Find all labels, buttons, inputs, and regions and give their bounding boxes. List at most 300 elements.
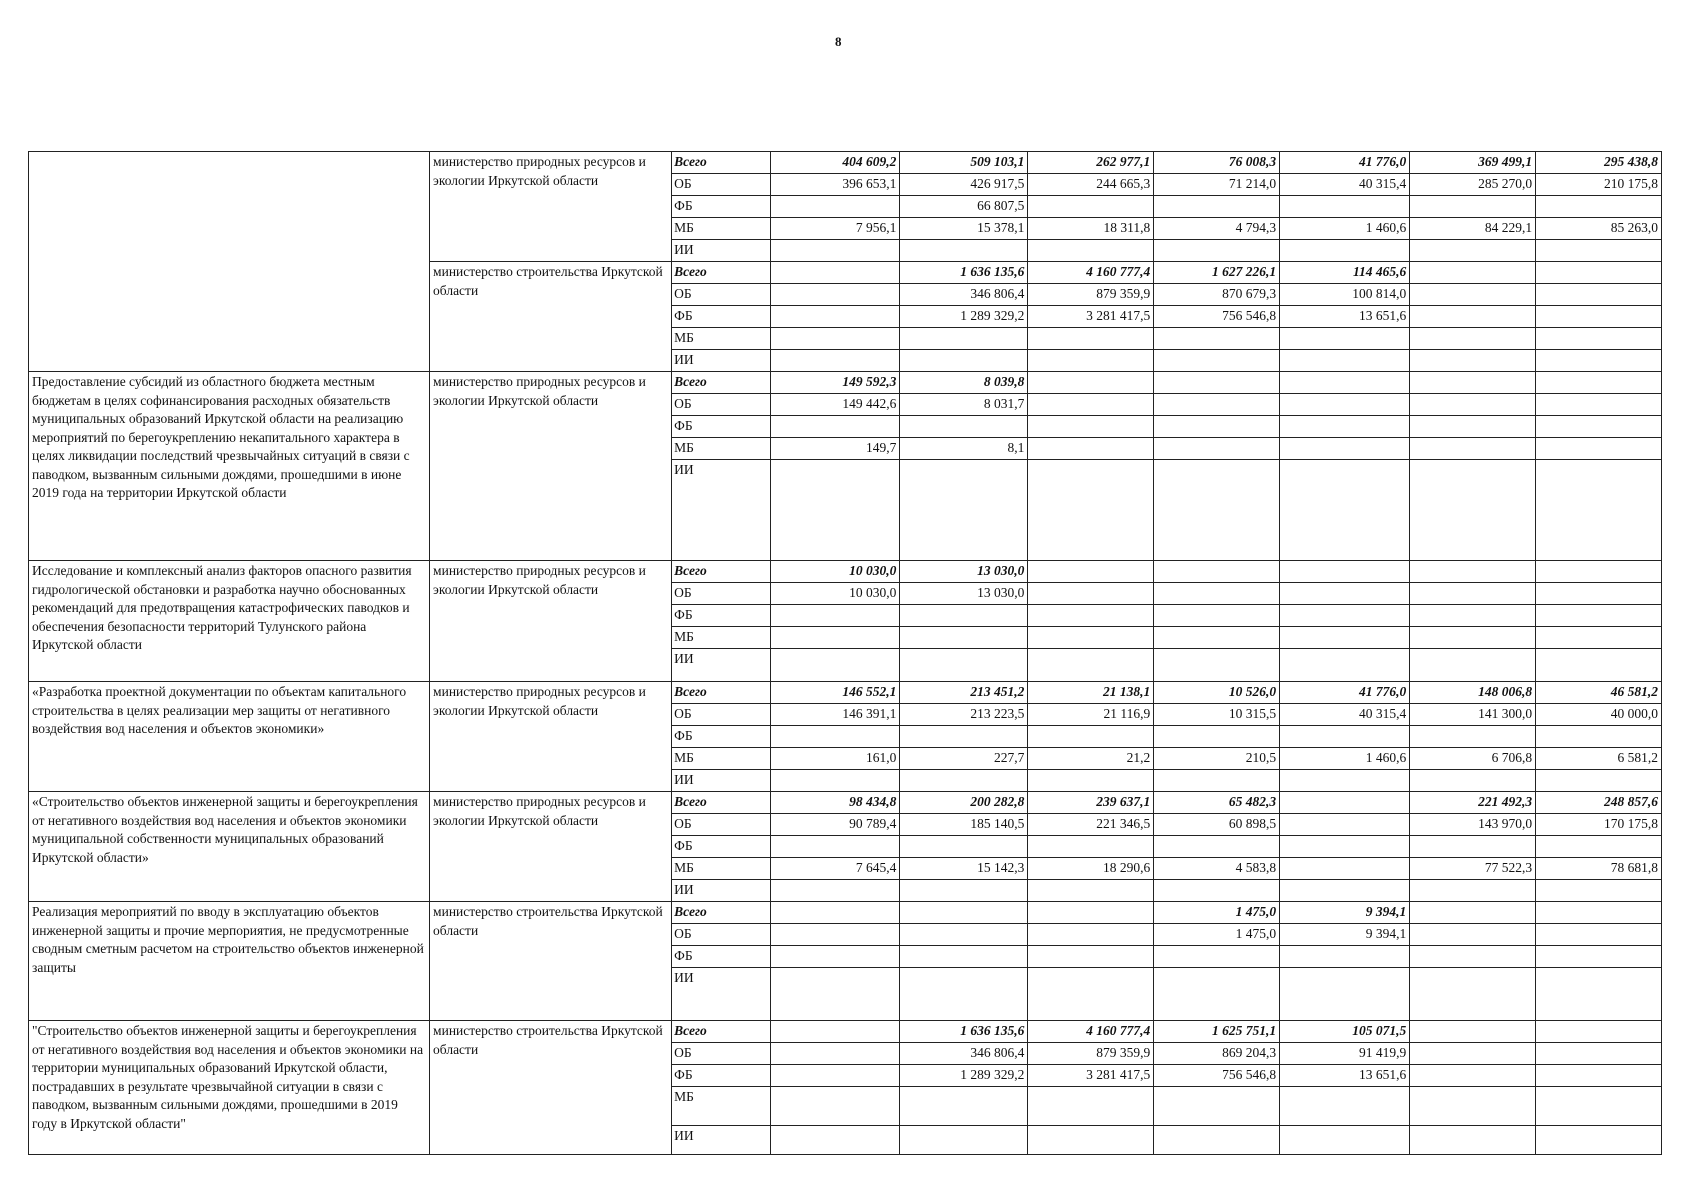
amount-cell: 227,7 <box>900 748 1028 770</box>
amount-cell <box>1536 1021 1662 1043</box>
activity-name: Реализация мероприятий по вводу в эксплуатацию объектов инженерной защиты и прочие мерпориятия, не предусмотренные сводным сметным расчетом на строительство объектов инженерной защиты <box>29 902 430 1021</box>
amount-cell <box>1028 726 1154 748</box>
funding-source: ОБ <box>672 814 771 836</box>
amount-cell <box>1280 561 1410 583</box>
amount-cell <box>1410 1043 1536 1065</box>
amount-cell <box>771 726 900 748</box>
amount-cell <box>900 836 1028 858</box>
table-row <box>29 561 1662 583</box>
funding-source: ФБ <box>672 836 771 858</box>
amount-cell <box>900 350 1028 372</box>
amount-cell: 114 465,6 <box>1280 262 1410 284</box>
funding-source: МБ <box>672 328 771 350</box>
amount-cell: 105 071,5 <box>1280 1021 1410 1043</box>
amount-cell <box>1536 394 1662 416</box>
amount-cell <box>771 968 900 1021</box>
amount-cell <box>1410 924 1536 946</box>
amount-cell <box>1410 394 1536 416</box>
amount-cell <box>900 902 1028 924</box>
amount-cell <box>1410 196 1536 218</box>
amount-cell <box>1280 196 1410 218</box>
amount-cell: 149 592,3 <box>771 372 900 394</box>
amount-cell <box>1028 968 1154 1021</box>
amount-cell <box>1410 306 1536 328</box>
amount-cell <box>1410 284 1536 306</box>
amount-cell: 756 546,8 <box>1154 1065 1280 1087</box>
amount-cell: 78 681,8 <box>1536 858 1662 880</box>
funding-source: Всего <box>672 372 771 394</box>
amount-cell <box>1154 196 1280 218</box>
funding-source: ИИ <box>672 880 771 902</box>
amount-cell <box>1154 836 1280 858</box>
amount-cell <box>1536 438 1662 460</box>
amount-cell <box>1154 1087 1280 1126</box>
funding-source: МБ <box>672 1087 771 1126</box>
amount-cell <box>1536 902 1662 924</box>
funding-source: МБ <box>672 748 771 770</box>
amount-cell <box>900 726 1028 748</box>
amount-cell <box>1536 1065 1662 1087</box>
amount-cell <box>1536 372 1662 394</box>
amount-cell: 21 116,9 <box>1028 704 1154 726</box>
amount-cell: 1 636 135,6 <box>900 1021 1028 1043</box>
amount-cell: 10 315,5 <box>1154 704 1280 726</box>
amount-cell: 295 438,8 <box>1536 152 1662 174</box>
amount-cell <box>1536 240 1662 262</box>
amount-cell: 1 625 751,1 <box>1154 1021 1280 1043</box>
funding-source: Всего <box>672 792 771 814</box>
amount-cell: 1 460,6 <box>1280 218 1410 240</box>
amount-cell: 7 645,4 <box>771 858 900 880</box>
amount-cell <box>1154 605 1280 627</box>
amount-cell: 143 970,0 <box>1410 814 1536 836</box>
amount-cell <box>1280 814 1410 836</box>
amount-cell: 9 394,1 <box>1280 924 1410 946</box>
amount-cell: 3 281 417,5 <box>1028 306 1154 328</box>
amount-cell <box>1536 284 1662 306</box>
amount-cell <box>1154 649 1280 682</box>
amount-cell <box>771 836 900 858</box>
amount-cell: 1 460,6 <box>1280 748 1410 770</box>
amount-cell: 404 609,2 <box>771 152 900 174</box>
amount-cell: 4 160 777,4 <box>1028 1021 1154 1043</box>
funding-source: ФБ <box>672 605 771 627</box>
amount-cell: 98 434,8 <box>771 792 900 814</box>
responsible-executor: министерство природных ресурсов и экологии Иркутской области <box>430 561 672 682</box>
amount-cell <box>1028 350 1154 372</box>
amount-cell <box>1028 770 1154 792</box>
amount-cell <box>1028 1126 1154 1155</box>
amount-cell <box>1536 196 1662 218</box>
amount-cell <box>1536 770 1662 792</box>
funding-source: МБ <box>672 627 771 649</box>
amount-cell <box>1154 968 1280 1021</box>
amount-cell <box>771 1043 900 1065</box>
responsible-executor: министерство природных ресурсов и экологии Иркутской области <box>430 372 672 561</box>
amount-cell <box>771 1126 900 1155</box>
amount-cell: 756 546,8 <box>1154 306 1280 328</box>
amount-cell: 13 030,0 <box>900 561 1028 583</box>
amount-cell <box>1280 946 1410 968</box>
amount-cell <box>1410 583 1536 605</box>
funding-source: Всего <box>672 262 771 284</box>
amount-cell: 210,5 <box>1154 748 1280 770</box>
amount-cell: 84 229,1 <box>1410 218 1536 240</box>
amount-cell <box>1536 946 1662 968</box>
amount-cell <box>1028 1087 1154 1126</box>
amount-cell <box>1028 605 1154 627</box>
amount-cell <box>1028 880 1154 902</box>
amount-cell: 870 679,3 <box>1154 284 1280 306</box>
responsible-executor: министерство строительства Иркутской области <box>430 1021 672 1155</box>
amount-cell: 262 977,1 <box>1028 152 1154 174</box>
amount-cell <box>1280 605 1410 627</box>
amount-cell <box>1280 372 1410 394</box>
amount-cell <box>1536 561 1662 583</box>
table-row <box>29 792 1662 814</box>
amount-cell <box>900 240 1028 262</box>
amount-cell: 40 315,4 <box>1280 704 1410 726</box>
amount-cell <box>1410 770 1536 792</box>
amount-cell <box>1536 583 1662 605</box>
amount-cell: 100 814,0 <box>1280 284 1410 306</box>
amount-cell: 869 204,3 <box>1154 1043 1280 1065</box>
funding-source: ИИ <box>672 968 771 1021</box>
amount-cell <box>1280 792 1410 814</box>
amount-cell: 66 807,5 <box>900 196 1028 218</box>
funding-source: ОБ <box>672 394 771 416</box>
amount-cell: 85 263,0 <box>1536 218 1662 240</box>
activity-name: «Строительство объектов инженерной защиты и берегоукрепления от негативного воздействия вод населения и объектов экономики муниципальной собственности муниципальных образований Иркутской области» <box>29 792 430 902</box>
amount-cell: 239 637,1 <box>1028 792 1154 814</box>
responsible-executor: министерство природных ресурсов и экологии Иркутской области <box>430 682 672 792</box>
amount-cell: 10 030,0 <box>771 561 900 583</box>
amount-cell: 213 451,2 <box>900 682 1028 704</box>
amount-cell <box>900 924 1028 946</box>
amount-cell: 8 039,8 <box>900 372 1028 394</box>
amount-cell <box>900 649 1028 682</box>
responsible-executor: министерство природных ресурсов и экологии Иркутской области <box>430 792 672 902</box>
amount-cell: 346 806,4 <box>900 1043 1028 1065</box>
funding-source: МБ <box>672 858 771 880</box>
amount-cell: 76 008,3 <box>1154 152 1280 174</box>
funding-source: Всего <box>672 1021 771 1043</box>
amount-cell <box>1410 1021 1536 1043</box>
amount-cell: 21 138,1 <box>1028 682 1154 704</box>
amount-cell <box>1536 649 1662 682</box>
amount-cell <box>1154 770 1280 792</box>
amount-cell <box>1028 583 1154 605</box>
amount-cell <box>1410 627 1536 649</box>
amount-cell <box>1410 605 1536 627</box>
amount-cell <box>771 770 900 792</box>
funding-source: ОБ <box>672 1043 771 1065</box>
amount-cell: 40 315,4 <box>1280 174 1410 196</box>
amount-cell <box>1410 726 1536 748</box>
amount-cell <box>1154 350 1280 372</box>
funding-source: Всего <box>672 682 771 704</box>
amount-cell <box>771 1021 900 1043</box>
amount-cell <box>1028 196 1154 218</box>
amount-cell <box>900 770 1028 792</box>
amount-cell <box>1280 627 1410 649</box>
amount-cell: 4 794,3 <box>1154 218 1280 240</box>
amount-cell <box>1410 561 1536 583</box>
amount-cell <box>1280 460 1410 561</box>
funding-source: Всего <box>672 561 771 583</box>
amount-cell <box>1536 605 1662 627</box>
funding-source: ИИ <box>672 770 771 792</box>
amount-cell: 244 665,3 <box>1028 174 1154 196</box>
amount-cell: 13 030,0 <box>900 583 1028 605</box>
amount-cell: 141 300,0 <box>1410 704 1536 726</box>
amount-cell <box>900 460 1028 561</box>
amount-cell <box>900 1087 1028 1126</box>
amount-cell: 879 359,9 <box>1028 1043 1154 1065</box>
amount-cell <box>1280 1126 1410 1155</box>
table-body <box>29 152 1662 1155</box>
amount-cell <box>1410 880 1536 902</box>
amount-cell: 210 175,8 <box>1536 174 1662 196</box>
amount-cell <box>1028 924 1154 946</box>
amount-cell: 146 391,1 <box>771 704 900 726</box>
funding-source: ОБ <box>672 583 771 605</box>
amount-cell <box>1028 627 1154 649</box>
amount-cell <box>900 605 1028 627</box>
responsible-executor: министерство природных ресурсов и экологии Иркутской области <box>430 152 672 262</box>
amount-cell <box>1536 968 1662 1021</box>
amount-cell <box>1154 561 1280 583</box>
amount-cell <box>1280 328 1410 350</box>
amount-cell <box>771 284 900 306</box>
amount-cell: 396 653,1 <box>771 174 900 196</box>
amount-cell <box>1154 240 1280 262</box>
amount-cell <box>1536 350 1662 372</box>
amount-cell <box>1280 1087 1410 1126</box>
activity-name: "Строительство объектов инженерной защиты и берегоукрепления от негативного воздействия вод населения и объектов экономики на территории муниципальных образований Иркутской области, пострадавших в результате чрезвычайной ситуации в связи с паводком, вызванным сильными дождями, прошедшими в 2019 году в Иркутской области" <box>29 1021 430 1155</box>
amount-cell <box>1028 328 1154 350</box>
amount-cell: 41 776,0 <box>1280 682 1410 704</box>
amount-cell <box>771 306 900 328</box>
amount-cell <box>1154 372 1280 394</box>
funding-source: ИИ <box>672 350 771 372</box>
activity-name: «Разработка проектной документации по объектам капитального строительства в целях реализации мер защиты от негативного воздействия вод населения и объектов экономики» <box>29 682 430 792</box>
amount-cell <box>1280 726 1410 748</box>
amount-cell <box>1536 880 1662 902</box>
funding-source: ОБ <box>672 284 771 306</box>
amount-cell <box>1410 1126 1536 1155</box>
amount-cell: 285 270,0 <box>1410 174 1536 196</box>
amount-cell <box>1028 372 1154 394</box>
activity-name: Предоставление субсидий из областного бюджета местным бюджетам в целях софинансирования расходных обязательств муниципальных образований Иркутской области на реализацию мероприятий по берегоукреплению некапитального характера в целях ликвидации последствий чрезвычайных ситуаций в связи с паводком, вызванным сильными дождями, прошедшими в июне 2019 года на территории Иркутской области <box>29 372 430 561</box>
amount-cell: 248 857,6 <box>1536 792 1662 814</box>
amount-cell: 18 311,8 <box>1028 218 1154 240</box>
amount-cell <box>1028 561 1154 583</box>
funding-source: ИИ <box>672 460 771 561</box>
amount-cell <box>771 240 900 262</box>
amount-cell: 65 482,3 <box>1154 792 1280 814</box>
amount-cell: 18 290,6 <box>1028 858 1154 880</box>
table-row <box>29 152 1662 174</box>
amount-cell <box>1280 770 1410 792</box>
amount-cell: 149 442,6 <box>771 394 900 416</box>
amount-cell: 213 223,5 <box>900 704 1028 726</box>
amount-cell <box>1028 394 1154 416</box>
amount-cell <box>1410 968 1536 1021</box>
amount-cell: 77 522,3 <box>1410 858 1536 880</box>
amount-cell <box>900 968 1028 1021</box>
amount-cell: 46 581,2 <box>1536 682 1662 704</box>
amount-cell <box>1154 880 1280 902</box>
amount-cell: 221 346,5 <box>1028 814 1154 836</box>
amount-cell <box>1410 438 1536 460</box>
funding-source: ИИ <box>672 1126 771 1155</box>
funding-source: МБ <box>672 218 771 240</box>
amount-cell <box>1280 416 1410 438</box>
amount-cell <box>1028 460 1154 561</box>
amount-cell: 149,7 <box>771 438 900 460</box>
amount-cell <box>1410 262 1536 284</box>
amount-cell: 13 651,6 <box>1280 1065 1410 1087</box>
amount-cell <box>1410 240 1536 262</box>
funding-source: ИИ <box>672 240 771 262</box>
amount-cell <box>771 350 900 372</box>
amount-cell: 161,0 <box>771 748 900 770</box>
funding-source: ФБ <box>672 1065 771 1087</box>
amount-cell <box>1028 438 1154 460</box>
amount-cell <box>1536 1043 1662 1065</box>
amount-cell <box>1280 858 1410 880</box>
amount-cell <box>771 902 900 924</box>
amount-cell <box>771 460 900 561</box>
amount-cell <box>1028 946 1154 968</box>
amount-cell <box>1028 416 1154 438</box>
amount-cell <box>1028 649 1154 682</box>
amount-cell: 7 956,1 <box>771 218 900 240</box>
amount-cell <box>1154 1126 1280 1155</box>
amount-cell: 346 806,4 <box>900 284 1028 306</box>
amount-cell <box>1280 240 1410 262</box>
amount-cell: 146 552,1 <box>771 682 900 704</box>
amount-cell: 1 289 329,2 <box>900 306 1028 328</box>
funding-source: ФБ <box>672 306 771 328</box>
responsible-executor: министерство строительства Иркутской области <box>430 262 672 372</box>
amount-cell <box>900 416 1028 438</box>
amount-cell: 41 776,0 <box>1280 152 1410 174</box>
amount-cell: 21,2 <box>1028 748 1154 770</box>
amount-cell: 148 006,8 <box>1410 682 1536 704</box>
amount-cell: 3 281 417,5 <box>1028 1065 1154 1087</box>
amount-cell: 6 706,8 <box>1410 748 1536 770</box>
amount-cell <box>1280 649 1410 682</box>
amount-cell <box>1280 880 1410 902</box>
amount-cell <box>1154 583 1280 605</box>
amount-cell: 90 789,4 <box>771 814 900 836</box>
amount-cell <box>1410 836 1536 858</box>
amount-cell <box>771 416 900 438</box>
amount-cell <box>1280 350 1410 372</box>
funding-source: ФБ <box>672 726 771 748</box>
amount-cell: 509 103,1 <box>900 152 1028 174</box>
amount-cell <box>1154 460 1280 561</box>
financing-table <box>28 151 1662 1155</box>
amount-cell <box>1536 1126 1662 1155</box>
amount-cell <box>1028 836 1154 858</box>
amount-cell <box>1280 968 1410 1021</box>
amount-cell <box>771 946 900 968</box>
amount-cell: 200 282,8 <box>900 792 1028 814</box>
amount-cell: 6 581,2 <box>1536 748 1662 770</box>
amount-cell: 1 636 135,6 <box>900 262 1028 284</box>
amount-cell: 221 492,3 <box>1410 792 1536 814</box>
amount-cell: 91 419,9 <box>1280 1043 1410 1065</box>
amount-cell <box>1410 649 1536 682</box>
amount-cell <box>771 328 900 350</box>
amount-cell <box>1028 240 1154 262</box>
amount-cell: 369 499,1 <box>1410 152 1536 174</box>
amount-cell <box>1410 946 1536 968</box>
amount-cell: 879 359,9 <box>1028 284 1154 306</box>
amount-cell <box>1410 416 1536 438</box>
amount-cell <box>771 880 900 902</box>
amount-cell: 4 583,8 <box>1154 858 1280 880</box>
amount-cell <box>1154 946 1280 968</box>
amount-cell <box>1410 350 1536 372</box>
amount-cell: 10 526,0 <box>1154 682 1280 704</box>
funding-source: ОБ <box>672 924 771 946</box>
activity-name <box>29 152 430 372</box>
amount-cell <box>1536 416 1662 438</box>
amount-cell: 1 289 329,2 <box>900 1065 1028 1087</box>
amount-cell <box>771 605 900 627</box>
funding-source: ФБ <box>672 196 771 218</box>
amount-cell: 4 160 777,4 <box>1028 262 1154 284</box>
amount-cell <box>1154 438 1280 460</box>
amount-cell <box>1536 627 1662 649</box>
table-row <box>29 1021 1662 1043</box>
amount-cell: 15 378,1 <box>900 218 1028 240</box>
amount-cell: 60 898,5 <box>1154 814 1280 836</box>
amount-cell <box>1410 460 1536 561</box>
amount-cell <box>771 1065 900 1087</box>
funding-source: Всего <box>672 152 771 174</box>
amount-cell: 13 651,6 <box>1280 306 1410 328</box>
table-row <box>29 902 1662 924</box>
amount-cell: 1 475,0 <box>1154 924 1280 946</box>
amount-cell <box>1280 438 1410 460</box>
amount-cell <box>771 924 900 946</box>
amount-cell: 185 140,5 <box>900 814 1028 836</box>
amount-cell <box>1536 460 1662 561</box>
amount-cell <box>900 946 1028 968</box>
amount-cell: 10 030,0 <box>771 583 900 605</box>
funding-source: ОБ <box>672 704 771 726</box>
amount-cell <box>1536 262 1662 284</box>
amount-cell <box>771 196 900 218</box>
amount-cell <box>1154 627 1280 649</box>
amount-cell <box>900 1126 1028 1155</box>
responsible-executor: министерство строительства Иркутской области <box>430 902 672 1021</box>
activity-name: Исследование и комплексный анализ факторов опасного развития гидрологической обстановки и разработка научно обоснованных рекомендаций для предотвращения катастрофических паводков и обеспечения безопасности территорий Тулунского района Иркутской области <box>29 561 430 682</box>
amount-cell: 71 214,0 <box>1154 174 1280 196</box>
funding-source: ФБ <box>672 416 771 438</box>
amount-cell <box>1536 328 1662 350</box>
table-row <box>29 682 1662 704</box>
amount-cell: 15 142,3 <box>900 858 1028 880</box>
amount-cell <box>771 1087 900 1126</box>
amount-cell <box>1280 394 1410 416</box>
funding-source: МБ <box>672 438 771 460</box>
